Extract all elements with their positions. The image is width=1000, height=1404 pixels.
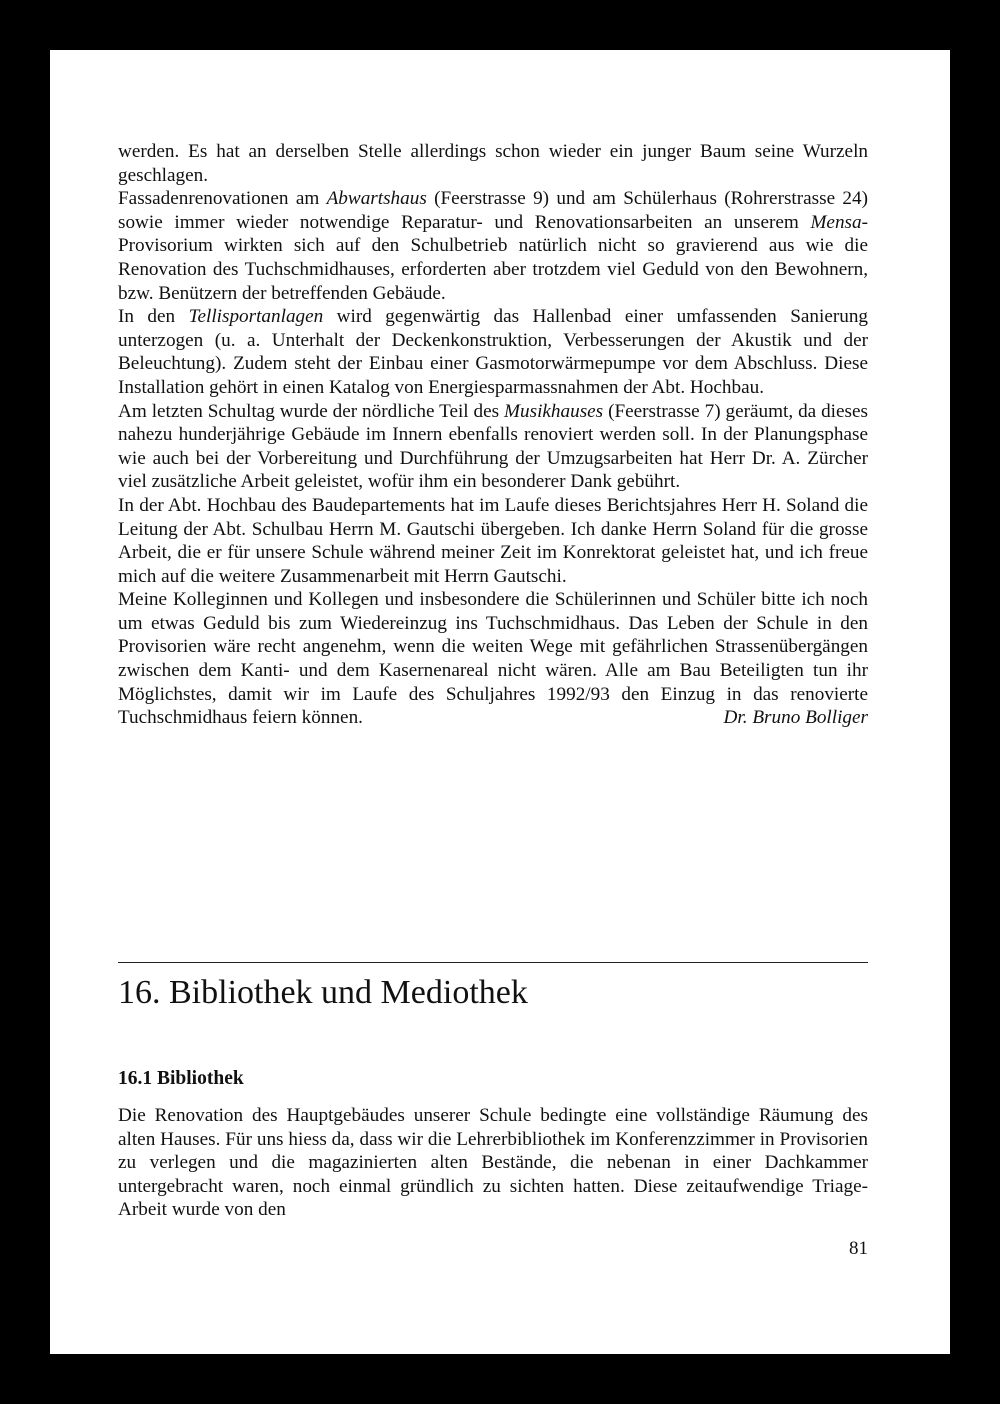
- paragraph: [118, 305, 868, 399]
- text-run: Fassadenrenovationen am: [118, 188, 327, 210]
- italic-term: Musikhauses: [504, 400, 604, 422]
- author-signature: Dr. Bruno Bolliger: [723, 707, 868, 729]
- text-run: werden. Es hat an derselben Stelle allerdings schon wieder ein junger Baum seine Wurzeln geschlagen.: [118, 141, 868, 186]
- paragraph: [118, 588, 868, 730]
- text-run: -Provisorium wirkten sich auf den Schulbetrieb natürlich nicht so gravierend aus wie die Renovation des Tuchschmidhauses, erforderten aber trotzdem viel Geduld von den Bewohnern, bzw. Benützern der betreffenden Gebäude.: [118, 211, 868, 304]
- paragraph: [118, 140, 868, 187]
- document-page: [50, 50, 950, 1354]
- italic-term: Tellisportanlagen: [188, 306, 324, 328]
- report-text: [118, 140, 868, 730]
- section-title: 16.1 Bibliothek: [118, 1068, 244, 1089]
- section-text: [118, 1104, 868, 1222]
- italic-term: Abwartshaus: [326, 188, 427, 210]
- paragraph: [118, 494, 868, 588]
- chapter-title: 16. Bibliothek und Mediothek: [118, 974, 528, 1011]
- text-run: Meine Kolleginnen und Kollegen und insbesondere die Schülerinnen und Schüler bitte ich noch um etwas Geduld bis zum Wiedereinzug ins Tuchschmidhaus. Das Leben der Schule in den Provisorien wäre recht angenehm, wenn die weiten Wege mit gefährlichen Strassenübergängen zwischen dem Kanti- und dem Kasernenareal nicht wären. Alle am Bau Beteiligten tun ihr Möglichstes, damit wir im Laufe des Schuljahres 1992/93 den Einzug in das renovierte Tuchschmidhaus feiern können.: [118, 589, 868, 729]
- text-run: wird gegenwärtig das Hallenbad einer umfassenden Sanierung unterzogen (u. a. Unterhalt der Deckenkonstruktion, Verbesserungen der Akustik und der Beleuchtung). Zudem steht der Einbau einer Gasmotorwärmepumpe vor dem Abschluss. Diese Installation gehört in einen Katalog von Energiesparmassnahmen der Abt. Hochbau.: [118, 306, 869, 398]
- page-number: 81: [849, 1238, 868, 1259]
- text-run: (Feerstrasse 7) geräumt, da dieses nahezu hunderjährige Gebäude im Innern ebenfalls renoviert werden soll. In der Planungsphase wie auch bei der Vorbereitung und Durchführung der Umzugsarbeiten hat Herr Dr. A. Zürcher viel zusätzliche Arbeit geleistet, wofür ihm ein besonderer Dank gebührt.: [118, 400, 868, 493]
- text-run: In der Abt. Hochbau des Baudepartements hat im Laufe dieses Berichtsjahres Herr H. Soland die Leitung der Abt. Schulbau Herrn M. Gautschi übergeben. Ich danke Herrn Soland für die grosse Arbeit, die er für unsere Schule während meiner Zeit im Konrektorat geleistet hat, und ich freue mich auf die weitere Zusammenarbeit mit Herrn Gautschi.: [118, 494, 868, 587]
- text-run: (Feerstrasse 9) und am Schülerhaus (Rohrerstrasse 24) sowie immer wieder notwendige Reparatur- und Renovationsarbeiten an unserem: [118, 188, 869, 233]
- section-paragraph: Die Renovation des Hauptgebäudes unserer Schule bedingte eine vollständige Räumung des alten Hauses. Für uns hiess da, dass wir die Lehrerbibliothek im Konferenzzimmer in Provisorien zu verlegen und die magazinierten alten Bestände, die nebenan in einer Dachkammer untergebracht waren, noch einmal gründlich zu sichten hatten. Diese zeitaufwendige Triage-Arbeit wurde von den: [118, 1105, 868, 1221]
- paragraph: [118, 400, 868, 494]
- text-run: Am letzten Schultag wurde der nördliche Teil des: [118, 400, 505, 422]
- italic-term: Mensa: [810, 211, 862, 233]
- text-run: In den: [118, 306, 189, 328]
- chapter-divider: [118, 962, 868, 963]
- paragraph: [118, 187, 868, 305]
